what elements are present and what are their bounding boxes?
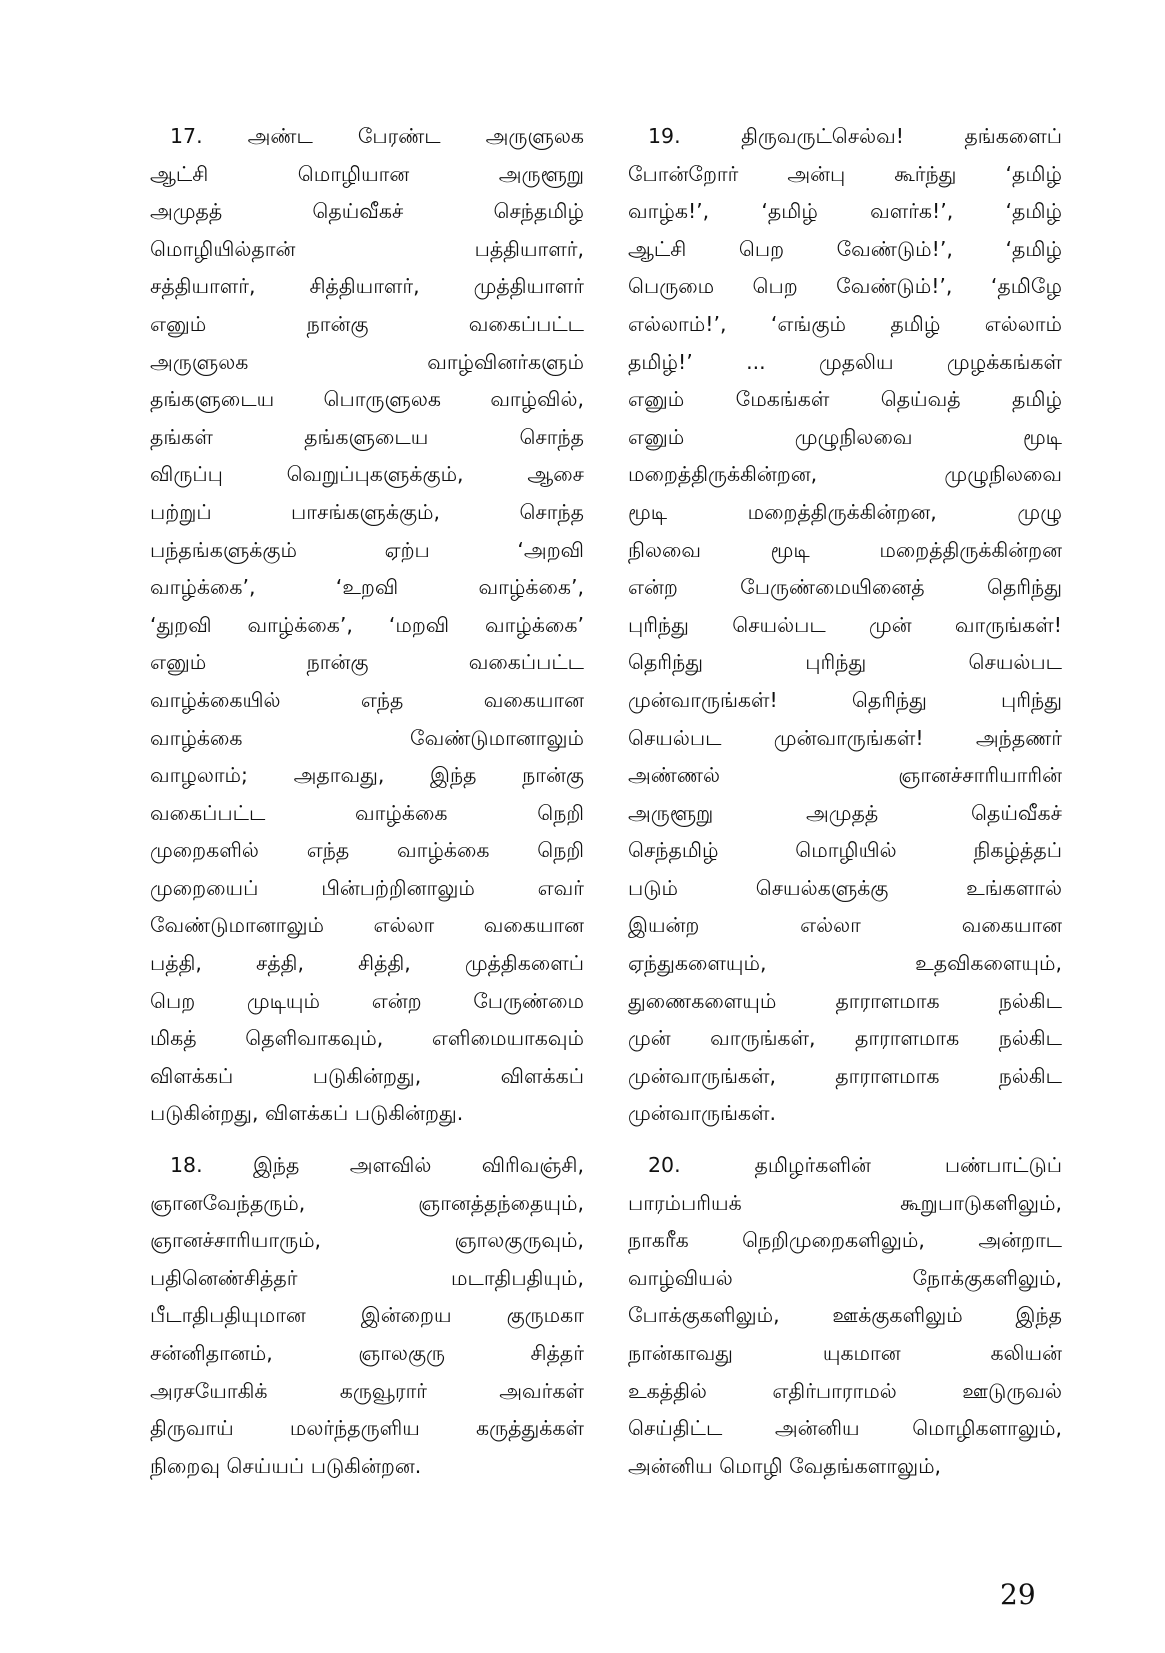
text-line: அரசயோகிக் கருவூரார் அவர்கள்	[150, 1378, 584, 1403]
text-line: செயல்பட முன்வாருங்கள்! அந்தணர்	[628, 725, 1062, 750]
text-line: வகைப்பட்ட வாழ்க்கை நெறி	[150, 800, 584, 825]
text-line: முன் வாருங்கள், தாராளமாக நல்கிட	[628, 1026, 1062, 1051]
text-line: படும் செயல்களுக்கு உங்களால்	[628, 875, 1062, 900]
text-line: வேண்டுமானாலும் எல்லா வகையான	[150, 913, 584, 938]
text-line: ஆட்சி பெற வேண்டும்!’, ‘தமிழ்	[628, 236, 1062, 261]
paragraph	[628, 1147, 1062, 1485]
text-line: தெரிந்து புரிந்து செயல்பட	[628, 650, 1062, 675]
text-line: மறைத்திருக்கின்றன, முழுநிலவை	[628, 462, 1062, 487]
text-line: முறைகளில் எந்த வாழ்க்கை நெறி	[150, 838, 584, 863]
text-line: ஞானவேந்தரும், ஞானத்தந்தையும்,	[150, 1190, 584, 1215]
text-line: அருளுலக வாழ்வினர்களும்	[150, 349, 584, 374]
text-line: முன்வாருங்கள்.	[628, 1101, 777, 1126]
left-column	[150, 118, 584, 1499]
text-line: நான்காவது யுகமான கலியன்	[628, 1341, 1062, 1365]
text-line: பதினெண்சித்தர் மடாதிபதியும்,	[150, 1265, 584, 1290]
text-line: புரிந்து செயல்பட முன் வாருங்கள்!	[628, 612, 1062, 637]
text-line: பாரம்பரியக் கூறுபாடுகளிலும்,	[628, 1190, 1062, 1215]
text-line: துணைகளையும் தாராளமாக நல்கிட	[628, 988, 1062, 1013]
text-line: வாழ்க்கை வேண்டுமானாலும்	[150, 725, 584, 750]
text-line: அமுதத் தெய்வீகச் செந்தமிழ்	[150, 199, 584, 224]
text-line: வாழ்க்கை’, ‘உறவி வாழ்க்கை’,	[150, 575, 584, 600]
text-line: போன்றோர் அன்பு கூர்ந்து ‘தமிழ்	[628, 161, 1062, 186]
paragraph	[150, 118, 584, 1133]
text-line: அண்ணல் ஞானச்சாரியாரின்	[628, 763, 1062, 788]
text-line: செய்திட்ட அன்னிய மொழிகளாலும்,	[628, 1416, 1062, 1441]
text-line: படுகின்றது, விளக்கப் படுகின்றது.	[150, 1101, 464, 1126]
right-column	[628, 118, 1062, 1499]
text-line: தங்கள் தங்களுடைய சொந்த	[150, 424, 584, 449]
text-line: எனும் நான்கு வகைப்பட்ட	[150, 311, 584, 336]
text-line: ஆட்சி மொழியான அருளூறு	[150, 161, 584, 186]
text-line: மிகத் தெளிவாகவும், எளிமையாகவும்	[150, 1026, 584, 1051]
text-line: மூடி மறைத்திருக்கின்றன, முழு	[628, 499, 1062, 524]
text-line: 19. திருவருட்செல்வ! தங்களைப்	[648, 124, 1062, 148]
text-line: இயன்ற எல்லா வகையான	[628, 913, 1062, 938]
text-line: விருப்பு வெறுப்புகளுக்கும், ஆசை	[150, 462, 584, 487]
text-line: 17. அண்ட பேரண்ட அருளுலக	[170, 124, 584, 148]
text-line: வாழ்வியல் நோக்குகளிலும்,	[628, 1265, 1062, 1290]
text-line: எல்லாம்!’, ‘எங்கும் தமிழ் எல்லாம்	[628, 311, 1062, 336]
text-line: ஏந்துகளையும், உதவிகளையும்,	[628, 951, 1062, 976]
text-line: பற்றுப் பாசங்களுக்கும், சொந்த	[150, 499, 584, 524]
text-line: நாகரீக நெறிமுறைகளிலும், அன்றாட	[628, 1228, 1062, 1253]
text-line: 18. இந்த அளவில் விரிவஞ்சி,	[170, 1153, 584, 1178]
text-line: பத்தி, சத்தி, சித்தி, முத்திகளைப்	[150, 951, 584, 976]
text-line: உகத்தில் எதிர்பாராமல் ஊடுருவல்	[628, 1378, 1062, 1403]
text-line: தங்களுடைய பொருளுலக வாழ்வில்,	[150, 387, 584, 412]
text-line: முன்வாருங்கள், தாராளமாக நல்கிட	[628, 1063, 1062, 1088]
paragraph	[150, 1147, 584, 1485]
text-line: அன்னிய மொழி வேதங்களாலும்,	[628, 1453, 942, 1478]
page-number: 29	[1000, 1578, 1036, 1611]
text-line: எனும் நான்கு வகைப்பட்ட	[150, 650, 584, 675]
text-line: திருவாய் மலர்ந்தருளிய கருத்துக்கள்	[150, 1416, 584, 1441]
text-line: பந்தங்களுக்கும் ஏற்ப ‘அறவி	[150, 537, 584, 562]
paragraph	[628, 118, 1062, 1133]
text-line: முறையைப் பின்பற்றினாலும் எவர்	[150, 875, 584, 900]
text-line: பீடாதிபதியுமான இன்றைய குருமகா	[150, 1303, 584, 1328]
text-line: அருளூறு அமுதத் தெய்வீகச்	[628, 800, 1062, 825]
text-line: சன்னிதானம், ஞாலகுரு சித்தர்	[150, 1341, 584, 1365]
text-line: நிறைவு செய்யப் படுகின்றன.	[150, 1453, 422, 1478]
text-line: சத்தியாளர், சித்தியாளர், முத்தியாளர்	[150, 274, 584, 299]
text-line: எனும் முழுநிலவை மூடி	[628, 424, 1062, 449]
text-line: செந்தமிழ் மொழியில் நிகழ்த்தப்	[628, 838, 1062, 863]
text-line: போக்குகளிலும், ஊக்குகளிலும் இந்த	[628, 1303, 1062, 1328]
text-line: ‘துறவி வாழ்க்கை’, ‘மறவி வாழ்க்கை’	[150, 612, 584, 637]
text-line: முன்வாருங்கள்! தெரிந்து புரிந்து	[628, 687, 1062, 712]
text-line: 20. தமிழர்களின் பண்பாட்டுப்	[648, 1153, 1062, 1178]
text-line: எனும் மேகங்கள் தெய்வத் தமிழ்	[628, 387, 1062, 412]
text-line: என்ற பேருண்மையினைத் தெரிந்து	[628, 575, 1062, 600]
text-line: வாழலாம்; அதாவது, இந்த நான்கு	[150, 763, 584, 788]
text-line: வாழ்க்கையில் எந்த வகையான	[150, 687, 584, 712]
text-line: பெருமை பெற வேண்டும்!’, ‘தமிழே	[628, 274, 1062, 299]
text-line: பெற முடியும் என்ற பேருண்மை	[150, 988, 584, 1013]
text-line: நிலவை மூடி மறைத்திருக்கின்றன	[628, 537, 1062, 562]
text-line: வாழ்க!’, ‘தமிழ் வளர்க!’, ‘தமிழ்	[628, 199, 1062, 224]
text-line: விளக்கப் படுகின்றது, விளக்கப்	[150, 1063, 584, 1088]
text-line: ஞானச்சாரியாரும், ஞாலகுருவும்,	[150, 1228, 584, 1253]
text-line: தமிழ்!’ ... முதலிய முழக்கங்கள்	[628, 349, 1062, 374]
text-line: மொழியில்தான் பத்தியாளர்,	[150, 236, 584, 261]
